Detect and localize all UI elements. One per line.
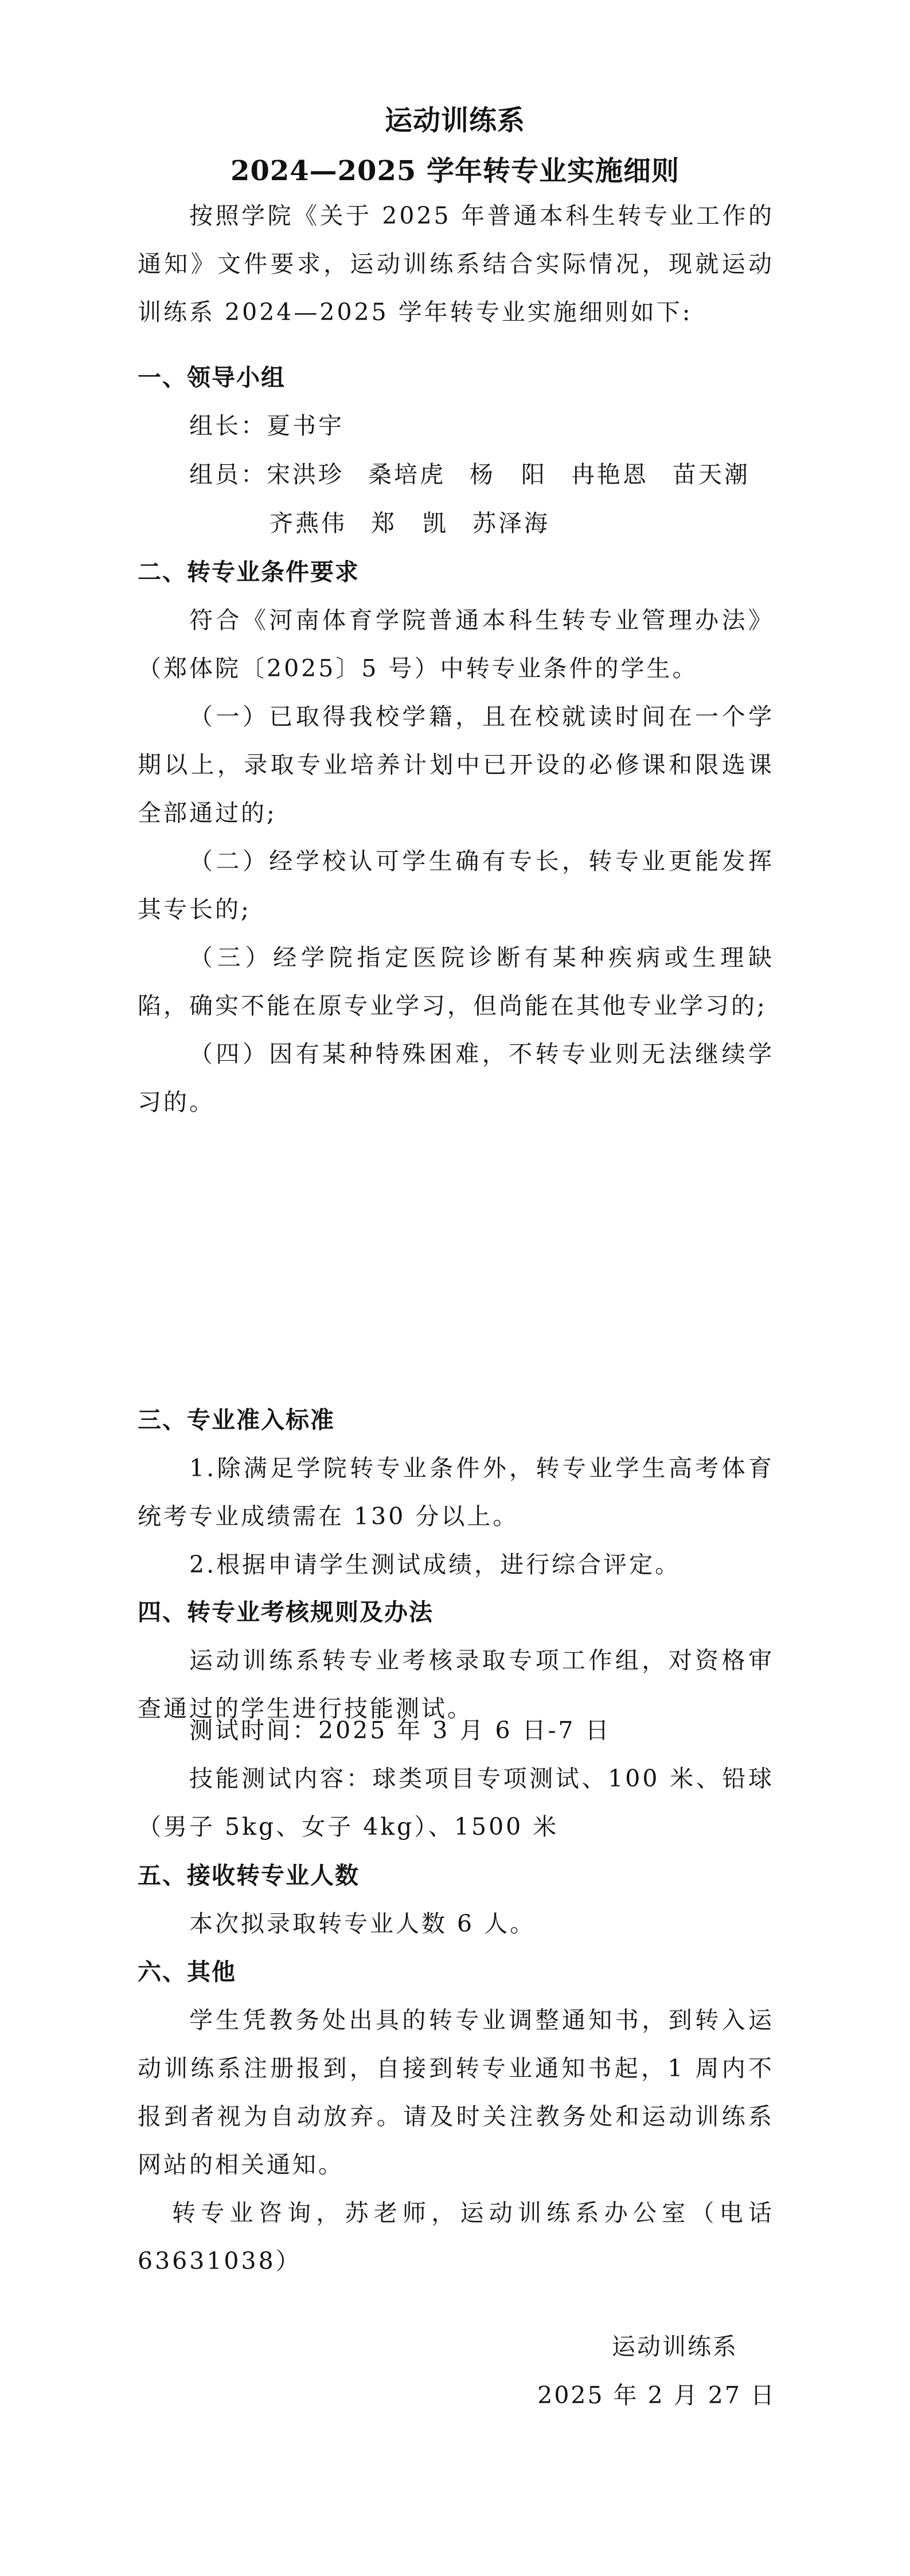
other-paragraph: 学生凭教务处出具的转专业调整通知书，到转入运动训练系注册报到，自接到转专业通知书起，1 周内不报到者视为自动放弃。请及时关注教务处和运动训练系网站的相关通知。 <box>138 2006 774 2178</box>
quota-paragraph: 本次拟录取转专业人数 6 人。 <box>189 1910 536 1937</box>
section6-heading: 六、其他 <box>138 1958 236 1986</box>
signature-org: 运动训练系 <box>612 2333 738 2360</box>
members-row2 <box>270 509 574 538</box>
member-name: 郑 凯 <box>371 509 448 537</box>
leader-line: 组长：夏书宇 <box>189 412 344 439</box>
member-name: 苏泽海 <box>472 509 550 537</box>
intro-paragraph: 按照学院《关于 2025 年普通本科生转专业工作的通知》文件要求，运动训练系结合实际情况，现就运动训练系 2024—2025 学年转专业实施细则如下: <box>138 202 774 326</box>
section3-heading: 三、专业准入标准 <box>138 1406 335 1434</box>
section1-heading: 一、领导小组 <box>138 364 286 391</box>
member-name: 齐燕伟 <box>270 509 347 537</box>
member-name: 杨 阳 <box>470 461 547 488</box>
doc-title-line1: 运动训练系 <box>384 104 525 137</box>
members-row1 <box>189 460 774 489</box>
section5-heading: 五、接收转专业人数 <box>138 1862 360 1889</box>
condition-item: （四）因有某种特殊困难，不转专业则无法继续学习的。 <box>138 1040 774 1116</box>
test-content: 技能测试内容：球类项目专项测试、100 米、铅球（男子 5kg、女子 4kg）、1500 米 <box>138 1765 774 1840</box>
member-name: 苗天潮 <box>673 461 750 488</box>
condition-item: （三）经学院指定医院诊断有某种疾病或生理缺陷，确实不能在原专业学习，但尚能在其他专业学习的; <box>138 944 774 1019</box>
member-name: 桑培虎 <box>368 461 446 488</box>
doc-title-line2: 2024—2025 学年转专业实施细则 <box>231 155 679 187</box>
condition-item: （一）已取得我校学籍，且在校就读时间在一个学期以上，录取专业培养计划中已开设的必修课和限选课全部通过的; <box>138 703 774 827</box>
standard-item: 2.根据申请学生测试成绩，进行综合评定。 <box>189 1551 681 1578</box>
section2-paragraph: 符合《河南体育学院普通本科生转专业管理办法》（郑体院〔2025〕5 号）中转专业条件的学生。 <box>138 606 774 682</box>
contact-paragraph: 转专业咨询，苏老师，运动训练系办公室（电话 63631038） <box>138 2199 774 2275</box>
member-name: 冉艳恩 <box>571 461 649 488</box>
assessment-paragraph: 运动训练系转专业考核录取专项工作组，对资格审查通过的学生进行技能测试。 <box>138 1647 774 1722</box>
standard-item: 1.除满足学院转专业条件外，转专业学生高考体育统考专业成绩需在 130 分以上。 <box>138 1454 774 1530</box>
signature-date: 2025 年 2 月 27 日 <box>537 2382 776 2409</box>
condition-item: （二）经学校认可学生确有专长，转专业更能发挥其专长的; <box>138 847 774 923</box>
section4-heading: 四、转专业考核规则及办法 <box>138 1598 433 1626</box>
test-time: 测试时间：2025 年 3 月 6 日-7 日 <box>189 1717 611 1744</box>
member-name: 宋洪珍 <box>267 461 344 488</box>
section2-heading: 二、转专业条件要求 <box>138 558 360 586</box>
members-label: 组员： <box>189 461 267 488</box>
